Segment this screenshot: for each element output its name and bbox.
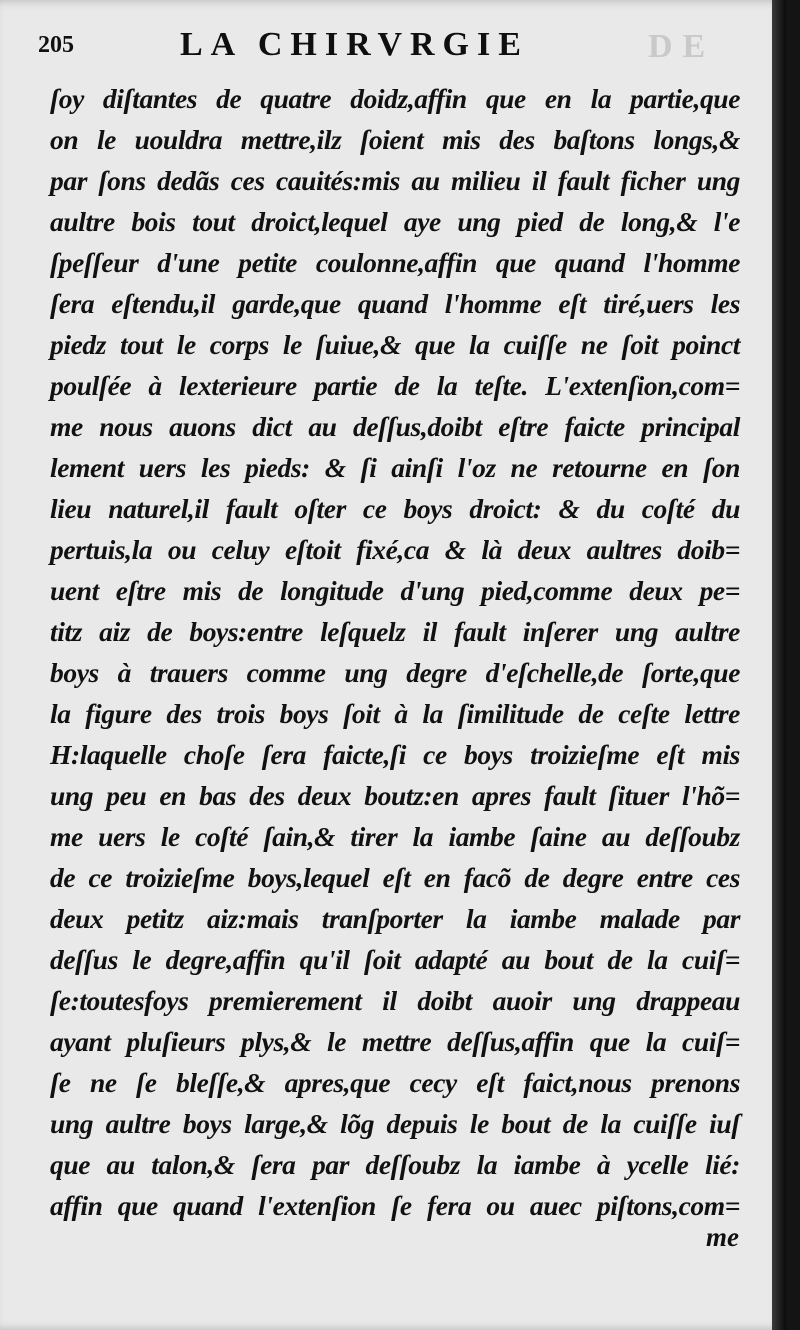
text-line: uent eſtre mis de longitude d'ung pied,comme deux pe= — [50, 575, 740, 606]
text-line: ſpeſſeur d'une petite coulonne,affin que quand l'homme — [50, 247, 740, 278]
text-line: lement uers les pieds: & ſi ainſi l'oz ne retourne en ſon — [50, 452, 740, 483]
text-line: ung peu en bas des deux boutz:en apres fault ſituer l'hõ= — [50, 780, 740, 811]
text-line: on le uouldra mettre,ilz ſoient mis des baſtons longs,& — [50, 124, 740, 155]
page-header — [38, 26, 758, 66]
text-line: deux petitz aiz:mais tranſporter la iambe malade par — [50, 903, 740, 934]
catchword: me — [706, 1222, 739, 1252]
text-line: ung aultre boys large,& lõg depuis le bout de la cuiſſe iuſ — [50, 1108, 740, 1139]
show-through-text: DE — [648, 28, 716, 65]
text-line: de ce troizieſme boys,lequel eſt en facõ de degre entre ces — [50, 862, 740, 893]
text-line: ſe ne ſe bleſſe,& apres,que cecy eſt faict,nous prenons — [50, 1067, 740, 1098]
text-line: me uers le coſté ſain,& tirer la iambe ſaine au deſſoubz — [50, 821, 740, 852]
text-line: H:laquelle choſe ſera faicte,ſi ce boys troizieſme eſt mis — [50, 739, 740, 770]
text-line: pertuis,la ou celuy eſtoit fixé,ca & là deux aultres doib= — [50, 534, 740, 565]
text-line: par ſons dedãs ces cauités:mis au milieu il fault ficher ung — [50, 165, 740, 196]
text-line: la figure des trois boys ſoit à la ſimilitude de ceſte lettre — [50, 698, 740, 729]
text-line: aultre bois tout droict,lequel aye ung pied de long,& l'e — [50, 206, 740, 237]
text-line: poulſée à lexterieure partie de la teſte. L'extenſion,com= — [50, 370, 740, 401]
text-line: deſſus le degre,affin qu'il ſoit adapté au bout de la cuiſ= — [50, 944, 740, 975]
text-line: ſera eſtendu,il garde,que quand l'homme eſt tiré,uers les — [50, 288, 740, 319]
text-line: que au talon,& ſera par deſſoubz la iambe à ycelle lié: — [50, 1149, 740, 1180]
text-line: me nous auons dict au deſſus,doibt eſtre faicte principal — [50, 411, 740, 442]
page-number: 205 — [38, 32, 74, 58]
text-line: ſoy diſtantes de quatre doidz,affin que en la partie,que — [50, 83, 740, 114]
text-line: boys à trauers comme ung degre d'eſchelle,de ſorte,que — [50, 657, 740, 688]
text-line: piedz tout le corps le ſuiue,& que la cuiſſe ne ſoit poinct — [50, 329, 740, 360]
text-line: titz aiz de boys:entre leſquelz il fault inſerer ung aultre — [50, 616, 740, 647]
text-line: lieu naturel,il fault oſter ce boys droict: & du coſté du — [50, 493, 740, 524]
text-line: affin que quand l'extenſion ſe fera ou auec piſtons,com= — [50, 1190, 740, 1221]
text-line: ſe:toutesfoys premierement il doibt auoir ung drappeau — [50, 985, 740, 1016]
body-text — [50, 78, 740, 1226]
running-title: LA CHIRVRGIE — [180, 26, 529, 63]
text-line: ayant pluſieurs plys,& le mettre deſſus,affin que la cuiſ= — [50, 1026, 740, 1057]
page-edge-shadow — [772, 0, 786, 1330]
